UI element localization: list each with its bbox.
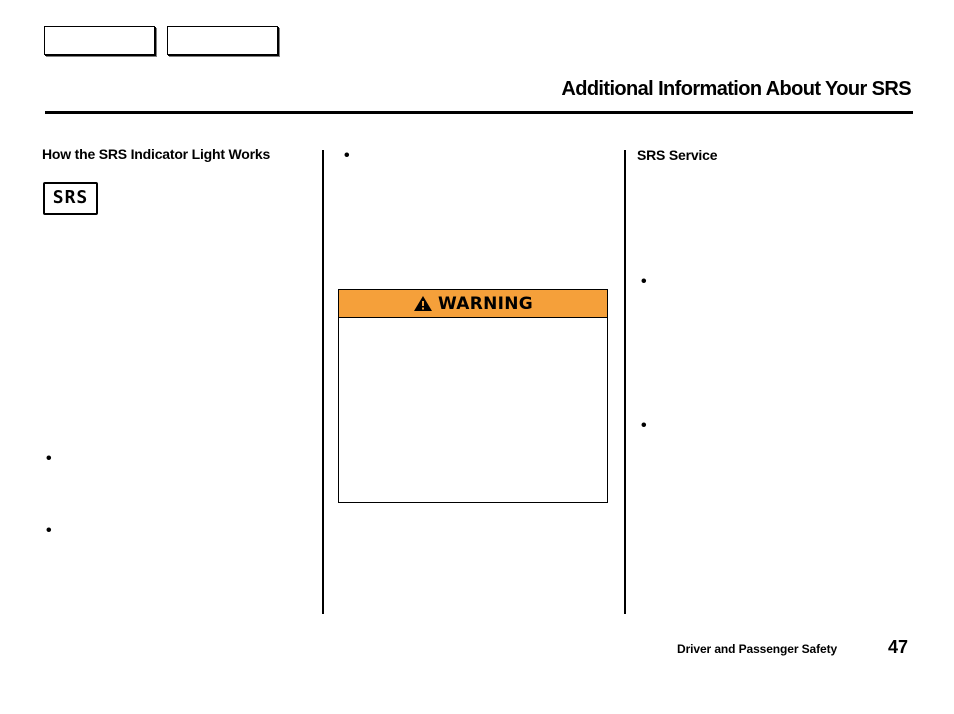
list-bullet: • xyxy=(641,417,647,434)
srs-indicator-heading: How the SRS Indicator Light Works xyxy=(42,146,271,162)
warning-header xyxy=(339,290,607,318)
list-bullet: • xyxy=(641,273,647,290)
warning-box xyxy=(338,289,608,503)
column-divider xyxy=(624,150,626,614)
next-page-button[interactable] xyxy=(167,26,278,55)
srs-indicator-icon xyxy=(43,182,98,215)
footer-section-name: Driver and Passenger Safety xyxy=(677,642,838,656)
previous-page-button[interactable] xyxy=(44,26,155,55)
list-bullet: • xyxy=(46,450,52,467)
srs-service-heading: SRS Service xyxy=(637,147,718,163)
page-number: 47 xyxy=(888,637,909,657)
srs-icon-notch xyxy=(67,215,77,217)
srs-icon-notch xyxy=(51,215,61,217)
warning-triangle-icon xyxy=(413,295,433,312)
list-bullet: • xyxy=(46,522,52,539)
page-title: Additional Information About Your SRS xyxy=(561,78,911,100)
warning-label: WARNING xyxy=(437,293,534,314)
column-divider xyxy=(322,150,324,614)
title-divider xyxy=(45,111,913,114)
list-bullet: • xyxy=(344,147,350,164)
srs-indicator-icon-label: SRS xyxy=(52,187,89,208)
